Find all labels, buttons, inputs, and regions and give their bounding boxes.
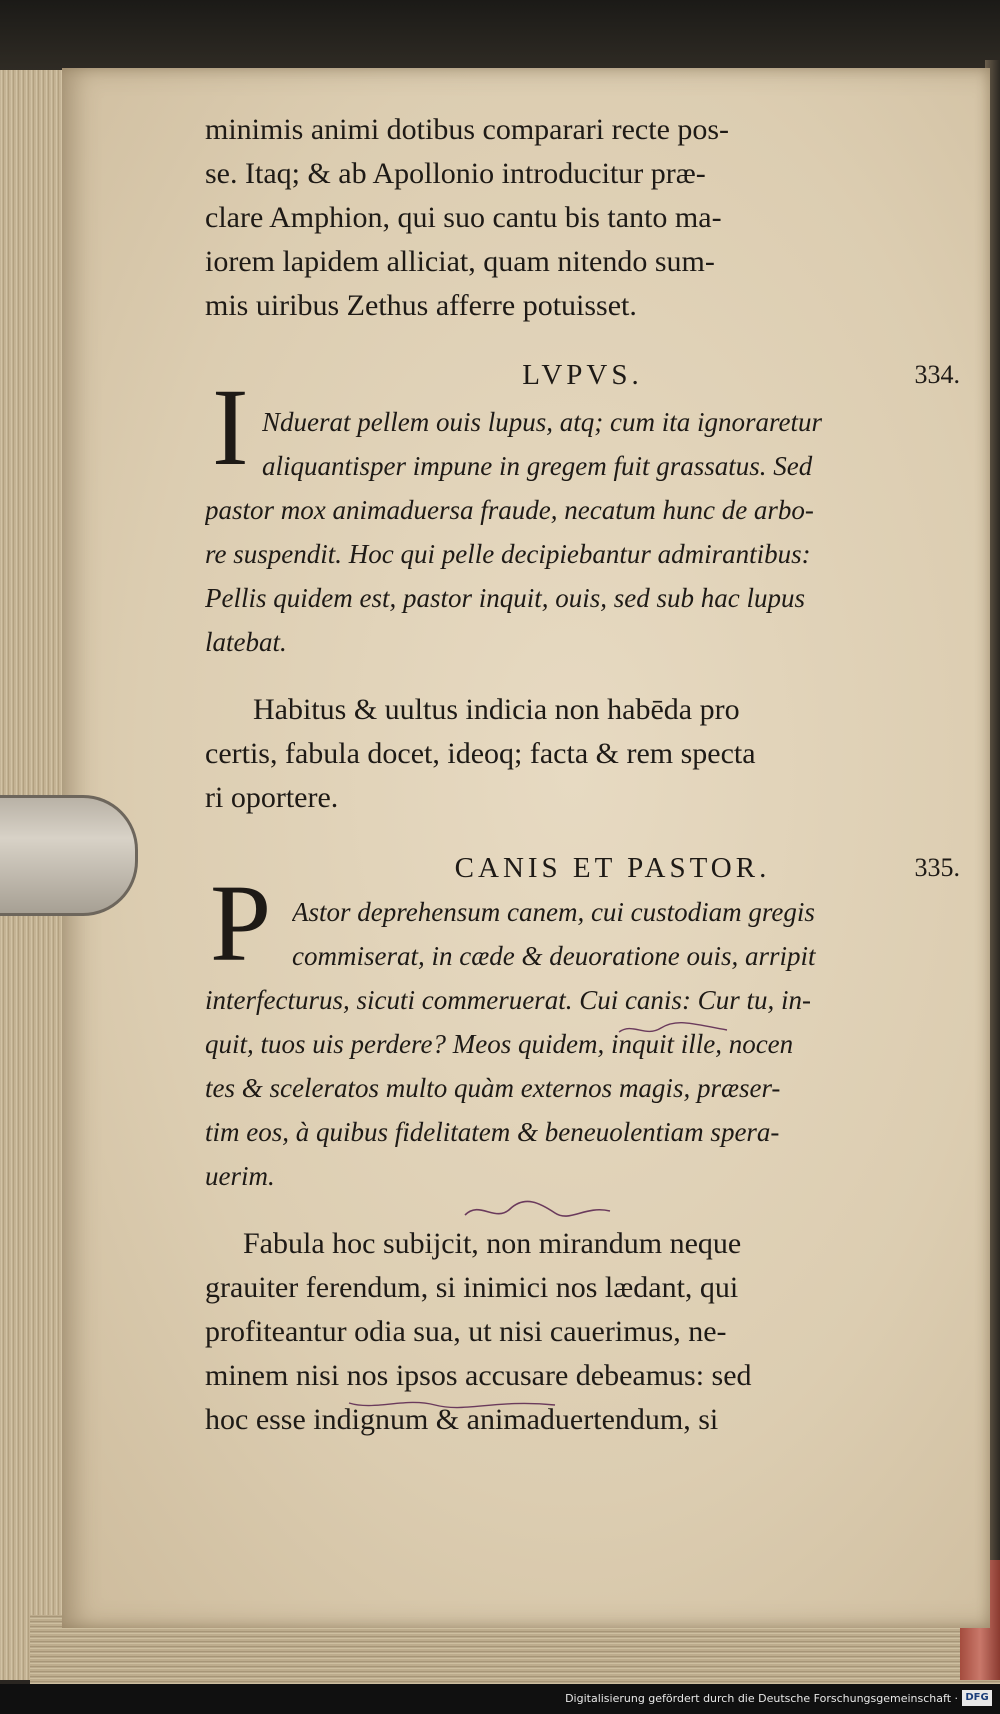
fable-335-line-5: tes & sceleratos multo quàm externos magis, præser-: [205, 1073, 781, 1103]
fable-335-moral-3: profiteantur odia sua, ut nisi cauerimus, ne-: [205, 1315, 727, 1348]
handwritten-annotation-3: [345, 1393, 560, 1415]
top-line-2: se. Itaq; & ab Apollonio introducitur præ-: [205, 157, 706, 190]
fable-334-line-3: pastor mox animaduersa fraude, necatum hunc de arbo-: [205, 495, 814, 525]
fable-334-line-6: latebat.: [205, 627, 287, 657]
fable-334-title: LVPVS.: [522, 359, 643, 391]
fable-335-text: [205, 978, 960, 1198]
fable-334-line-5: Pellis quidem est, pastor inquit, ouis, sed sub hac lupus: [205, 583, 805, 613]
dfg-logo: DFG: [962, 1690, 992, 1706]
fable-335-moral-2: grauiter ferendum, si inimici nos lædant, qui: [205, 1271, 739, 1304]
dropcap-I: I: [212, 366, 249, 488]
top-line-5: mis uiribus Zethus afferre potuisset.: [205, 289, 637, 322]
fable-334-number: 334.: [914, 360, 960, 389]
fable-335-line-4: quit, tuos uis perdere? Meos quidem, inquit ille, nocen: [205, 1029, 794, 1059]
fable-334-line-2: aliquantisper impune in gregem fuit grassatus. Sed: [262, 451, 813, 481]
top-line-3: clare Amphion, qui suo cantu bis tanto ma-: [205, 201, 722, 234]
fable-335-line-6: tim eos, à quibus fidelitatem & beneuolentiam spera-: [205, 1117, 780, 1147]
fable-335-line-2: commiserat, in cæde & deuoratione ouis, arripit: [292, 941, 816, 971]
fable-334-text-top: [262, 400, 962, 488]
fable-335-moral: [205, 1222, 960, 1442]
fable-335-moral-4: minem nisi nos ipsos accusare debeamus: sed: [205, 1359, 752, 1392]
fable-335-line-7: uerim.: [205, 1161, 275, 1191]
handwritten-annotation-2: [615, 1018, 735, 1040]
top-shadow: [0, 0, 1000, 70]
fable-335-number: 335.: [914, 853, 960, 882]
fable-334-moral-2: certis, fabula docet, ideoq; facta & rem specta: [205, 737, 756, 770]
fable-334-moral: [205, 688, 960, 820]
fable-334-line-1: Nduerat pellem ouis lupus, atq; cum ita ignoraretur: [262, 407, 822, 437]
fable-334-moral-1: Habitus & uultus indicia non habēda pro: [253, 693, 740, 726]
dropcap-P: P: [210, 862, 272, 984]
fable-335-line-1: Astor deprehensum canem, cui custodiam gregis: [292, 897, 815, 927]
fable-335-moral-5: hoc esse indignum & animaduertendum, si: [205, 1403, 719, 1436]
fable-335-moral-1: Fabula hoc subijcit, non mirandum neque: [243, 1227, 742, 1260]
handwritten-annotation-1: [460, 1195, 620, 1225]
fable-335-title: CANIS ET PASTOR.: [454, 852, 771, 884]
top-line-4: iorem lapidem alliciat, quam nitendo sum-: [205, 245, 715, 278]
fable-334-moral-3: ri oportere.: [205, 781, 339, 814]
fable-335-text-top: [292, 890, 962, 978]
scanner-clip: [0, 795, 138, 916]
fable-334-heading: [205, 352, 960, 398]
fable-335-heading: [205, 845, 960, 891]
top-line-1: minimis animi dotibus comparari recte pos-: [205, 113, 730, 146]
footer-credit: Digitalisierung gefördert durch die Deutsche Forschungsgemeinschaft ·: [565, 1692, 958, 1705]
fable-334-line-4: re suspendit. Hoc qui pelle decipiebantur admirantibus:: [205, 539, 811, 569]
fable-335-line-3: interfecturus, sicuti commeruerat. Cui canis: Cur tu, in-: [205, 985, 811, 1015]
top-paragraph: [205, 108, 960, 328]
fable-334-text: [205, 488, 960, 664]
